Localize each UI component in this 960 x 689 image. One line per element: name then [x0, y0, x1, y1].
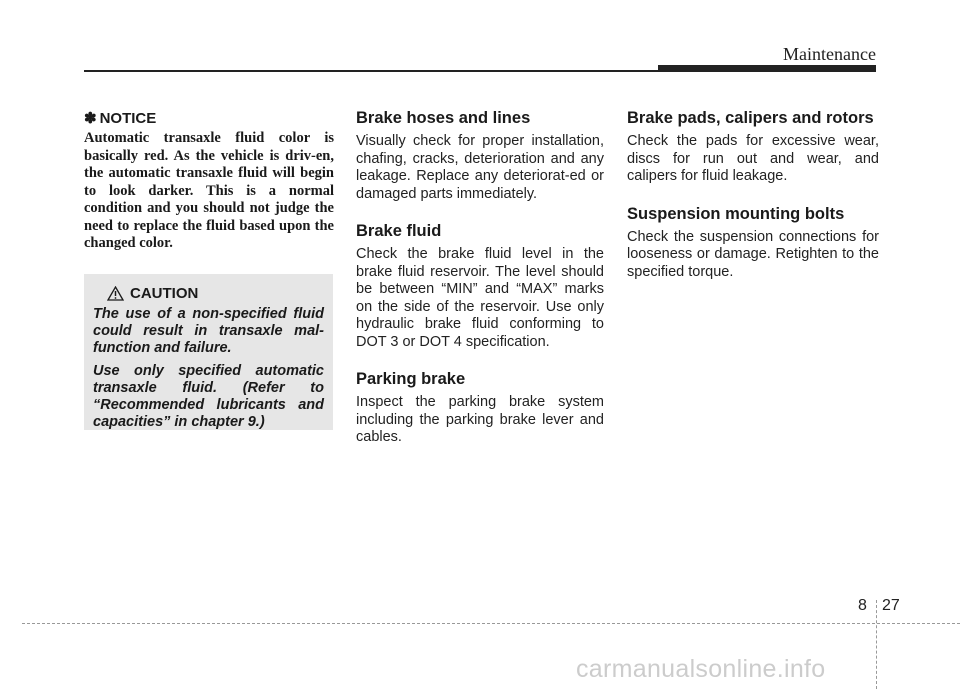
- column-right: [627, 110, 879, 301]
- warning-triangle-icon: [107, 286, 124, 301]
- section-heading-parking-brake: Parking brake: [356, 370, 466, 388]
- caution-paragraph: The use of a non-specified fluid could result in transaxle mal-function and failure.: [93, 306, 324, 356]
- footer-rule: [22, 623, 960, 624]
- caution-box: [84, 274, 333, 430]
- section-text-brake-fluid: Check the brake fluid level in the brake fluid reservoir. The level should be between “MIN” and “MAX” marks on the side of the reservoir. Use only hydraulic brake fluid conforming to DOT 3 or DOT 4 specification.: [356, 246, 604, 350]
- header-title: Maintenance: [783, 44, 876, 64]
- page-number: 27: [882, 597, 900, 614]
- section-heading-brake-fluid: Brake fluid: [356, 222, 442, 240]
- caution-paragraph: Use only specified automatic transaxle fluid. (Refer to “Recommended lubricants and capacities” in chapter 9.): [93, 363, 324, 430]
- section-heading-suspension: Suspension mounting bolts: [627, 204, 845, 223]
- section-heading-brake-hoses: Brake hoses and lines: [356, 109, 531, 127]
- chapter-number: 8: [858, 597, 867, 614]
- section-text-parking-brake: Inspect the parking brake system including the parking brake lever and cables.: [356, 394, 604, 445]
- section-text-brake-hoses: Visually check for proper installation, chafing, cracks, deterioration and any leakage. Replace any deteriorat-ed or damaged parts immediately.: [356, 133, 604, 202]
- section-heading-brake-pads: Brake pads, calipers and rotors: [627, 109, 874, 127]
- footer-divider: [876, 600, 877, 689]
- section-text-brake-pads: Check the pads for excessive wear, discs for run out and wear, and calipers for fluid leakage.: [627, 133, 879, 184]
- caution-title: [107, 282, 324, 304]
- header-rule-thin: [84, 70, 664, 72]
- section-text-suspension: Check the suspension connections for looseness or damage. Retighten to the specified torque.: [627, 228, 879, 280]
- notice-text: Automatic transaxle fluid color is basically red. As the vehicle is driv-en, the automatic transaxle fluid will begin to look darker. This is a normal condition and you should not judge the need to replace the fluid based upon the changed color.: [84, 130, 334, 251]
- notice-heading: [84, 110, 334, 128]
- notice-star-icon: ✽: [84, 110, 97, 127]
- column-middle: [356, 110, 604, 467]
- watermark: carmanualsonline.info: [576, 655, 826, 683]
- header-rule-thick: [658, 65, 876, 72]
- column-left: [84, 110, 334, 253]
- notice-heading-label: NOTICE: [99, 110, 157, 127]
- caution-title-label: CAUTION: [130, 284, 199, 302]
